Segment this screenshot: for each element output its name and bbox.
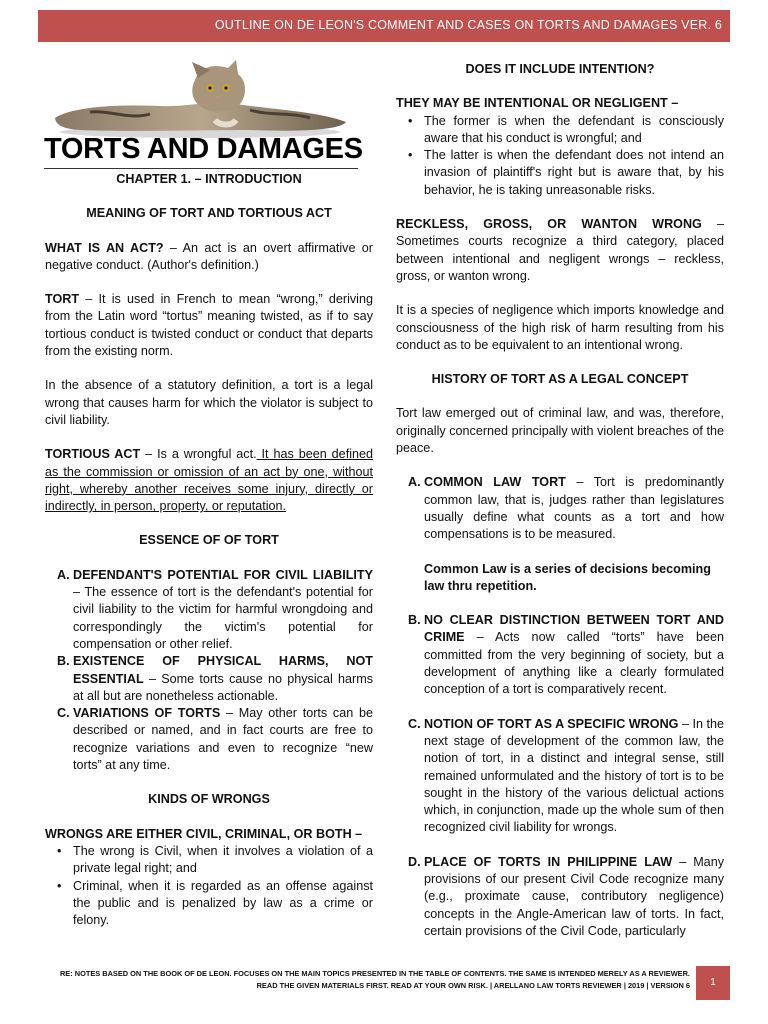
cat-illustration (50, 60, 350, 140)
list-item: A. DEFENDANT'S POTENTIAL FOR CIVIL LIABILITY – The essence of tort is the defendant's potential for civil liability to the victim for harmful wrongdoing and correspondingly the victim's potential for compensation or other relief. (57, 567, 373, 651)
list-item: • The wrong is Civil, when it involves a violation of a private legal right; and (57, 843, 373, 876)
tortious-text: – Is a wrongful act. (140, 447, 257, 462)
list-item: C. VARIATIONS OF TORTS – May other torts can be described or named, and in fact courts are free to recognize variations and even to recognize “new torts” at any time. (57, 706, 373, 773)
list-item: C. NOTION OF TORT AS A SPECIFIC WRONG – In the next stage of development of the common law, the notion of tort, in a distinct and integral sense, still remained unformulated and the history of tort is to be sought in the history of the various delictual actions which, in conjunction, made up the whole sum of then recognized civil liability for wrongs. (408, 716, 724, 835)
tort-label: TORT (45, 292, 80, 307)
reckless-label: RECKLESS, GROSS, OR WANTON WRONG (396, 217, 702, 232)
common-law-note: Common Law is a series of decisions becoming law thru repetition. (424, 561, 711, 593)
history-paragraph: Tort law emerged out of criminal law, and was, therefore, originally concerned principally with violent breaches of the peace. (396, 406, 724, 456)
bullet-icon: • (57, 878, 62, 893)
wrongs-lead: WRONGS ARE EITHER CIVIL, CRIMINAL, OR BOTH – (45, 826, 363, 841)
intentional-list (396, 113, 724, 199)
title-underline (44, 168, 358, 169)
act-label: WHAT IS AN ACT? (45, 240, 164, 255)
tortious-definition: It has been defined as the commission or omission of an act by one, without right, whereby another receives some injury, directly or indirectly, in person, property, or reputation. (45, 447, 373, 514)
right-column (396, 61, 724, 940)
meaning-heading: MEANING OF TORT AND TORTIOUS ACT (86, 206, 332, 221)
header-title: OUTLINE ON DE LEON'S COMMENT AND CASES ON TORTS AND DAMAGES VER. 6 (214, 18, 722, 32)
list-item: • Criminal, when it is regarded as an offense against the public and is penalized by law as a crime or felony. (57, 878, 373, 928)
page-number: 1 (696, 966, 730, 1000)
footer-line-1: RE: NOTES BASED ON THE BOOK OF DE LEON. FOCUSES ON THE MAIN TOPICS PRESENTED IN THE TABLE OF CONTENTS. THE SAME IS INTENDED MERELY AS A REVIEWER. (59, 969, 690, 978)
species-paragraph: It is a species of negligence which imports knowledge and consciousness of the high risk of harm resulting from his conduct as to be equivalent to an intentional wrong. (396, 303, 724, 352)
list-item: B. NO CLEAR DISTINCTION BETWEEN TORT AND CRIME – Acts now called “torts” have been committed from the very beginning of society, but a development of anything like a clearly formulated conception of a tort is comparatively recent. (408, 613, 724, 697)
wrongs-list (45, 843, 373, 929)
bullet-icon: • (408, 148, 413, 163)
reckless-paragraph (396, 216, 724, 285)
list-item: A. COMMON LAW TORT – Tort is predominantly common law, that is, judges rather than legislatures usually define what counts as a tort and how compensations is to be measured. Common Law is a series of decisions becoming law thru repetition. (396, 474, 724, 612)
list-item: D. PLACE OF TORTS IN PHILIPPINE LAW – Many provisions of our present Civil Code recognize many (e.g., proximate cause, contributory negligence) concepts in the Angle-American law of torts. In fact, certain provisions of the Civil Code, particularly (408, 854, 724, 938)
footer-note (50, 968, 690, 992)
bullet-icon: • (57, 843, 62, 858)
statutory-paragraph: In the absence of a statutory definition, a tort is a legal wrong that causes harm for which the violator is subject to civil liability. (45, 378, 373, 427)
intention-heading: DOES IT INCLUDE INTENTION? (465, 62, 655, 76)
intentional-lead: THEY MAY BE INTENTIONAL OR NEGLIGENT – (396, 96, 679, 111)
tort-paragraph (45, 291, 373, 360)
history-list (396, 474, 724, 940)
reckless-text: – Sometimes courts recognize a third category, placed between intentional and negligent wrongs – reckless, gross, or wanton wrong. (396, 217, 724, 283)
left-column (45, 171, 373, 929)
header-bar (38, 10, 730, 42)
list-item: B. EXISTENCE OF PHYSICAL HARMS, NOT ESSENTIAL – Some torts cause no physical harms at all but are nonetheless actionable. (57, 654, 373, 703)
kinds-heading: KINDS OF WRONGS (148, 792, 270, 807)
chapter-heading: CHAPTER 1. – INTRODUCTION (116, 172, 302, 186)
footer-line-2: READ THE GIVEN MATERIALS FIRST. READ AT YOUR OWN RISK. | ARELLANO LAW TORTS REVIEWER | 2019 | VERSION 6 (256, 981, 690, 990)
act-text: – An act is an overt affirmative or negative conduct. (Author's definition.) (45, 240, 373, 272)
list-item: • The former is when the defendant is consciously aware that his conduct is wrongful; and (408, 113, 724, 145)
essence-heading: ESSENCE OF OF TORT (139, 533, 279, 548)
document-title: TORTS AND DAMAGES (44, 133, 363, 165)
essence-list (45, 567, 373, 775)
tort-text: – It is used in French to mean “wrong,” deriving from the Latin word “tortus” meaning twisted, as if to say tortious conduct is twisted conduct or conduct that departs from the existing norm. (45, 292, 373, 359)
tortious-label: TORTIOUS ACT (45, 447, 141, 462)
act-paragraph (45, 240, 373, 275)
tortious-paragraph (45, 446, 373, 515)
history-heading: HISTORY OF TORT AS A LEGAL CONCEPT (431, 372, 689, 387)
list-item: • The latter is when the defendant does not intend an invasion of plaintiff's right but is aware that, by his behavior, he is taking unreasonable risks. (408, 148, 724, 197)
bullet-icon: • (408, 113, 413, 128)
